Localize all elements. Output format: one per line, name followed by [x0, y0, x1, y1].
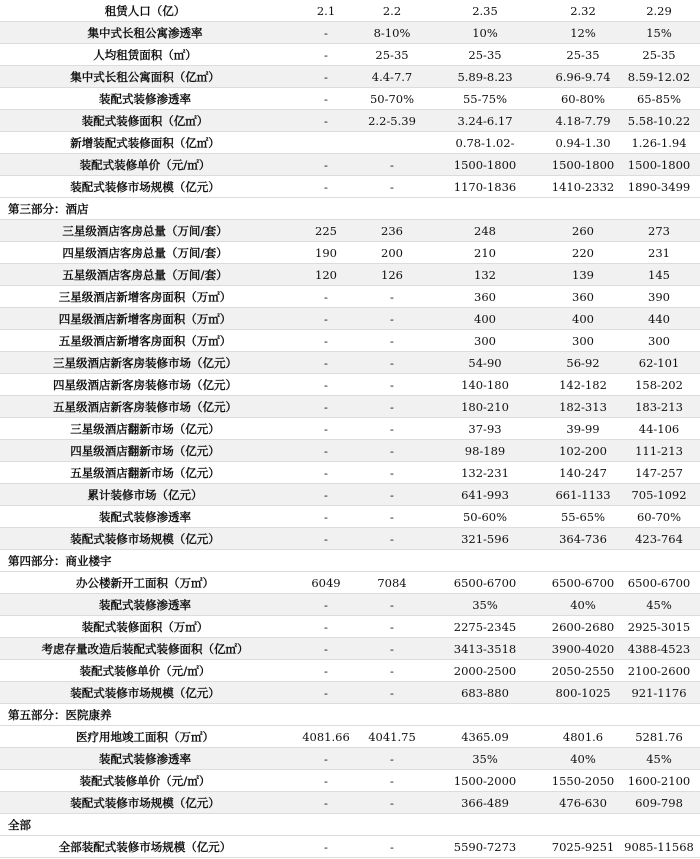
table-cell: 9085-11568 [624, 839, 694, 854]
row-label: 人均租赁面积（㎡） [93, 47, 197, 62]
row-label: 租赁人口（亿） [104, 3, 186, 18]
section-header-row [0, 814, 700, 836]
table-cell: 55-65% [560, 509, 606, 524]
table-cell: 2.1 [316, 3, 336, 18]
table-cell: - [390, 465, 394, 480]
table-cell: 45% [646, 751, 672, 766]
table-cell: 5.58-10.22 [627, 113, 691, 128]
table-cell: - [324, 421, 328, 436]
table-cell: 54-90 [468, 355, 502, 370]
table-cell: - [390, 157, 394, 172]
table-row [0, 308, 700, 330]
table-cell: 2.2-5.39 [368, 113, 416, 128]
table-cell: - [324, 355, 328, 370]
table-cell: 476-630 [559, 795, 607, 810]
table-cell: 2.29 [646, 3, 672, 18]
table-cell: 140-180 [461, 377, 509, 392]
table-cell: 366-489 [461, 795, 509, 810]
table-cell: 4.4-7.7 [371, 69, 413, 84]
row-label: 五星级酒店客房总量（万间/套） [62, 267, 228, 282]
table-cell: 8-10% [373, 25, 411, 40]
table-cell: 60-70% [636, 509, 682, 524]
row-label: 考虑存量改造后装配式装修面积（亿㎡） [41, 641, 249, 656]
row-label: 装配式装修渗透率 [99, 751, 191, 766]
table-cell: - [324, 663, 328, 678]
table-cell: - [324, 157, 328, 172]
table-cell: 183-213 [635, 399, 683, 414]
table-cell: - [324, 751, 328, 766]
table-cell: - [324, 179, 328, 194]
table-cell: 321-596 [461, 531, 509, 546]
table-cell: 65-85% [636, 91, 682, 106]
table-cell: 0.94-1.30 [555, 135, 611, 150]
table-cell: 142-182 [559, 377, 607, 392]
table-cell: 180-210 [461, 399, 509, 414]
row-label: 装配式装修面积（亿㎡） [81, 113, 209, 128]
table-cell: 55-75% [462, 91, 508, 106]
table-cell: - [390, 685, 394, 700]
table-cell: 5590-7273 [453, 839, 517, 854]
table-row [0, 726, 700, 748]
table-cell: 25-35 [375, 47, 409, 62]
table-cell: 705-1092 [631, 487, 687, 502]
table-cell: 120 [315, 267, 337, 282]
table-row [0, 594, 700, 616]
table-row [0, 176, 700, 198]
table-cell: 1600-2100 [627, 773, 691, 788]
row-label: 装配式装修市场规模（亿元） [70, 179, 220, 194]
table-row [0, 440, 700, 462]
table-cell: 4081.66 [302, 729, 350, 744]
row-label: 装配式装修单价（元/㎡） [79, 157, 211, 172]
table-row [0, 616, 700, 638]
table-cell: 2.2 [382, 3, 402, 18]
table-cell: 423-764 [635, 531, 683, 546]
table-cell: 139 [572, 267, 594, 282]
table-cell: - [324, 685, 328, 700]
table-row [0, 660, 700, 682]
table-row [0, 484, 700, 506]
table-cell: - [390, 663, 394, 678]
table-cell: - [324, 333, 328, 348]
table-cell: - [324, 25, 328, 40]
table-cell: 1410-2332 [551, 179, 615, 194]
row-label: 五星级酒店新客房装修市场（亿元） [53, 399, 237, 414]
table-row [0, 352, 700, 374]
table-cell: 800-1025 [555, 685, 611, 700]
table-cell: 641-993 [461, 487, 509, 502]
row-label: 四星级酒店新客房装修市场（亿元） [53, 377, 237, 392]
table-cell: - [390, 531, 394, 546]
row-label: 装配式装修单价（元/㎡） [79, 663, 211, 678]
table-cell: 25-35 [566, 47, 600, 62]
table-row [0, 748, 700, 770]
table-cell: - [324, 839, 328, 854]
table-cell: 390 [648, 289, 670, 304]
table-cell: 140-247 [559, 465, 607, 480]
table-cell: 231 [648, 245, 670, 260]
table-cell: 37-93 [468, 421, 502, 436]
table-cell: 111-213 [635, 443, 683, 458]
table-cell: 440 [648, 311, 670, 326]
table-row [0, 66, 700, 88]
table-cell: 5.89-8.23 [457, 69, 513, 84]
row-label: 装配式装修单价（元/㎡） [79, 773, 211, 788]
table-row [0, 0, 700, 22]
table-row [0, 682, 700, 704]
table-row [0, 22, 700, 44]
table-cell: 98-189 [464, 443, 506, 458]
table-row [0, 638, 700, 660]
table-cell: 60-80% [560, 91, 606, 106]
row-label: 四星级酒店客房总量（万间/套） [62, 245, 228, 260]
table-cell: 2100-2600 [627, 663, 691, 678]
table-cell: 6500-6700 [551, 575, 615, 590]
table-row [0, 110, 700, 132]
table-cell: 260 [572, 223, 594, 238]
table-cell: 3.24-6.17 [457, 113, 513, 128]
table-cell: 1890-3499 [627, 179, 691, 194]
table-cell: 40% [570, 597, 596, 612]
table-cell: 6500-6700 [627, 575, 691, 590]
table-cell: 2275-2345 [453, 619, 517, 634]
section-header-row [0, 704, 700, 726]
table-row [0, 154, 700, 176]
table-cell: 25-35 [642, 47, 676, 62]
table-cell: 1500-1800 [551, 157, 615, 172]
table-cell: 210 [474, 245, 496, 260]
table-cell: 3900-4020 [551, 641, 615, 656]
table-cell: 1550-2050 [551, 773, 615, 788]
table-cell: - [390, 289, 394, 304]
table-cell: 236 [381, 223, 403, 238]
table-cell: 126 [381, 267, 403, 282]
table-cell: 132 [474, 267, 496, 282]
table-cell: 300 [648, 333, 670, 348]
table-cell: 921-1176 [631, 685, 687, 700]
row-label: 医疗用地竣工面积（万㎡） [76, 729, 214, 744]
table-cell: - [390, 443, 394, 458]
table-cell: 248 [474, 223, 496, 238]
row-label: 办公楼新开工面积（万㎡） [76, 575, 214, 590]
table-cell: 220 [572, 245, 594, 260]
table-cell: - [390, 421, 394, 436]
section-title: 第五部分：医院康养 [8, 707, 112, 722]
table-cell: 6049 [311, 575, 341, 590]
table-cell: - [390, 487, 394, 502]
row-label: 装配式装修渗透率 [99, 509, 191, 524]
table-cell: 4388-4523 [627, 641, 691, 656]
row-label: 装配式装修面积（万㎡） [81, 619, 209, 634]
table-cell: - [324, 311, 328, 326]
table-cell: - [390, 619, 394, 634]
table-cell: 200 [381, 245, 403, 260]
table-cell: - [390, 795, 394, 810]
table-cell: 2600-2680 [551, 619, 615, 634]
table-cell: 50-60% [462, 509, 508, 524]
table-cell: 1500-1800 [453, 157, 517, 172]
table-row [0, 286, 700, 308]
table-cell: 6.96-9.74 [555, 69, 611, 84]
table-cell: 182-313 [559, 399, 607, 414]
table-cell: 102-200 [559, 443, 607, 458]
table-cell: - [324, 113, 328, 128]
table-row [0, 330, 700, 352]
row-label: 装配式装修市场规模（亿元） [70, 685, 220, 700]
row-label: 集中式长租公寓面积（亿㎡） [70, 69, 220, 84]
table-cell: - [324, 597, 328, 612]
table-cell: 12% [570, 25, 596, 40]
table-cell: 1.26-1.94 [631, 135, 687, 150]
table-cell: - [390, 355, 394, 370]
table-row [0, 792, 700, 814]
row-label: 三星级酒店新增客房面积（万㎡） [58, 289, 232, 304]
table-cell: - [324, 641, 328, 656]
table-cell: 4801.6 [562, 729, 604, 744]
table-cell: 364-736 [559, 531, 607, 546]
table-cell: 1170-1836 [453, 179, 517, 194]
table-row [0, 396, 700, 418]
row-label: 装配式装修渗透率 [99, 597, 191, 612]
table-row [0, 132, 700, 154]
table-row [0, 44, 700, 66]
table-cell: 2050-2550 [551, 663, 615, 678]
section-header-row [0, 198, 700, 220]
table-cell: 35% [472, 751, 498, 766]
table-cell: - [324, 465, 328, 480]
table-cell: - [390, 509, 394, 524]
table-cell: 6500-6700 [453, 575, 517, 590]
table-row [0, 770, 700, 792]
table-cell: 400 [572, 311, 594, 326]
table-row [0, 506, 700, 528]
section-title: 第三部分：酒店 [8, 201, 89, 216]
table-cell: 360 [572, 289, 594, 304]
table-cell: 360 [474, 289, 496, 304]
table-cell: - [324, 91, 328, 106]
table-cell: 10% [472, 25, 498, 40]
table-cell: 1500-1800 [627, 157, 691, 172]
row-label: 全部装配式装修市场规模（亿元） [58, 839, 232, 854]
table-cell: 2925-3015 [627, 619, 691, 634]
table-cell: - [324, 399, 328, 414]
table-row [0, 242, 700, 264]
table-cell: - [390, 179, 394, 194]
table-cell: 609-798 [635, 795, 683, 810]
table-cell: 45% [646, 597, 672, 612]
row-label: 装配式装修市场规模（亿元） [70, 531, 220, 546]
table-row [0, 88, 700, 110]
table-row [0, 220, 700, 242]
table-cell: - [324, 619, 328, 634]
table-cell: 1500-2000 [453, 773, 517, 788]
table-cell: 2000-2500 [453, 663, 517, 678]
row-label: 四星级酒店翻新市场（亿元） [70, 443, 220, 458]
table-cell: 190 [315, 245, 337, 260]
table-cell: 400 [474, 311, 496, 326]
table-cell: - [390, 311, 394, 326]
table-cell: 7084 [377, 575, 407, 590]
table-row [0, 836, 700, 858]
table-cell: 661-1133 [555, 487, 611, 502]
table-cell: 300 [572, 333, 594, 348]
table-cell: - [324, 289, 328, 304]
table-cell: - [390, 839, 394, 854]
table-row [0, 374, 700, 396]
table-cell: 7025-9251 [551, 839, 615, 854]
table-cell: 25-35 [468, 47, 502, 62]
table-cell: - [390, 751, 394, 766]
table-cell: 300 [474, 333, 496, 348]
row-label: 三星级酒店新客房装修市场（亿元） [53, 355, 237, 370]
table-cell: - [390, 597, 394, 612]
table-cell: - [324, 795, 328, 810]
row-label: 集中式长租公寓渗透率 [87, 25, 203, 40]
table-row [0, 528, 700, 550]
table-row [0, 264, 700, 286]
table-cell: 225 [315, 223, 337, 238]
row-label: 三星级酒店翻新市场（亿元） [70, 421, 220, 436]
table-cell: 56-92 [566, 355, 600, 370]
table-cell: 273 [648, 223, 670, 238]
table-cell: 145 [648, 267, 670, 282]
table-cell: - [324, 377, 328, 392]
row-label: 五星级酒店翻新市场（亿元） [70, 465, 220, 480]
table-cell: 5281.76 [635, 729, 683, 744]
table-cell: 0.78-1.02- [455, 135, 515, 150]
table-cell: 35% [472, 597, 498, 612]
table-cell: - [324, 773, 328, 788]
table-row [0, 572, 700, 594]
row-label: 新增装配式装修面积（亿㎡） [70, 135, 220, 150]
table-cell: 4041.75 [368, 729, 416, 744]
section-header-row [0, 550, 700, 572]
table-cell: 62-101 [638, 355, 680, 370]
table-cell: 3413-3518 [453, 641, 517, 656]
table-row [0, 462, 700, 484]
table-cell: - [390, 641, 394, 656]
table-cell: - [324, 69, 328, 84]
table-cell: - [324, 47, 328, 62]
table-cell: - [390, 399, 394, 414]
table-cell: 158-202 [635, 377, 683, 392]
table-cell: - [324, 443, 328, 458]
table-cell: 132-231 [461, 465, 509, 480]
table-cell: 40% [570, 751, 596, 766]
table-cell: 4.18-7.79 [555, 113, 611, 128]
table-cell: 4365.09 [461, 729, 509, 744]
table-cell: 39-99 [566, 421, 600, 436]
table-cell: - [324, 509, 328, 524]
section-title: 第四部分：商业楼宇 [8, 553, 112, 568]
table-cell: - [390, 377, 394, 392]
table-cell: 8.59-12.02 [627, 69, 691, 84]
row-label: 五星级酒店新增客房面积（万㎡） [58, 333, 232, 348]
section-title: 全部 [8, 817, 31, 832]
row-label: 累计装修市场（亿元） [87, 487, 203, 502]
row-label: 装配式装修市场规模（亿元） [70, 795, 220, 810]
table-cell: - [324, 531, 328, 546]
row-label: 三星级酒店客房总量（万间/套） [62, 223, 228, 238]
table-cell: 683-880 [461, 685, 509, 700]
table-cell: - [390, 333, 394, 348]
table-cell: 15% [646, 25, 672, 40]
table-cell: - [390, 773, 394, 788]
table-cell: 2.32 [570, 3, 596, 18]
table-row [0, 418, 700, 440]
table-cell: 147-257 [635, 465, 683, 480]
table-cell: - [324, 487, 328, 502]
table-cell: 50-70% [369, 91, 415, 106]
table-cell: 2.35 [472, 3, 498, 18]
row-label: 四星级酒店新增客房面积（万㎡） [58, 311, 232, 326]
row-label: 装配式装修渗透率 [99, 91, 191, 106]
table-cell: 44-106 [638, 421, 680, 436]
